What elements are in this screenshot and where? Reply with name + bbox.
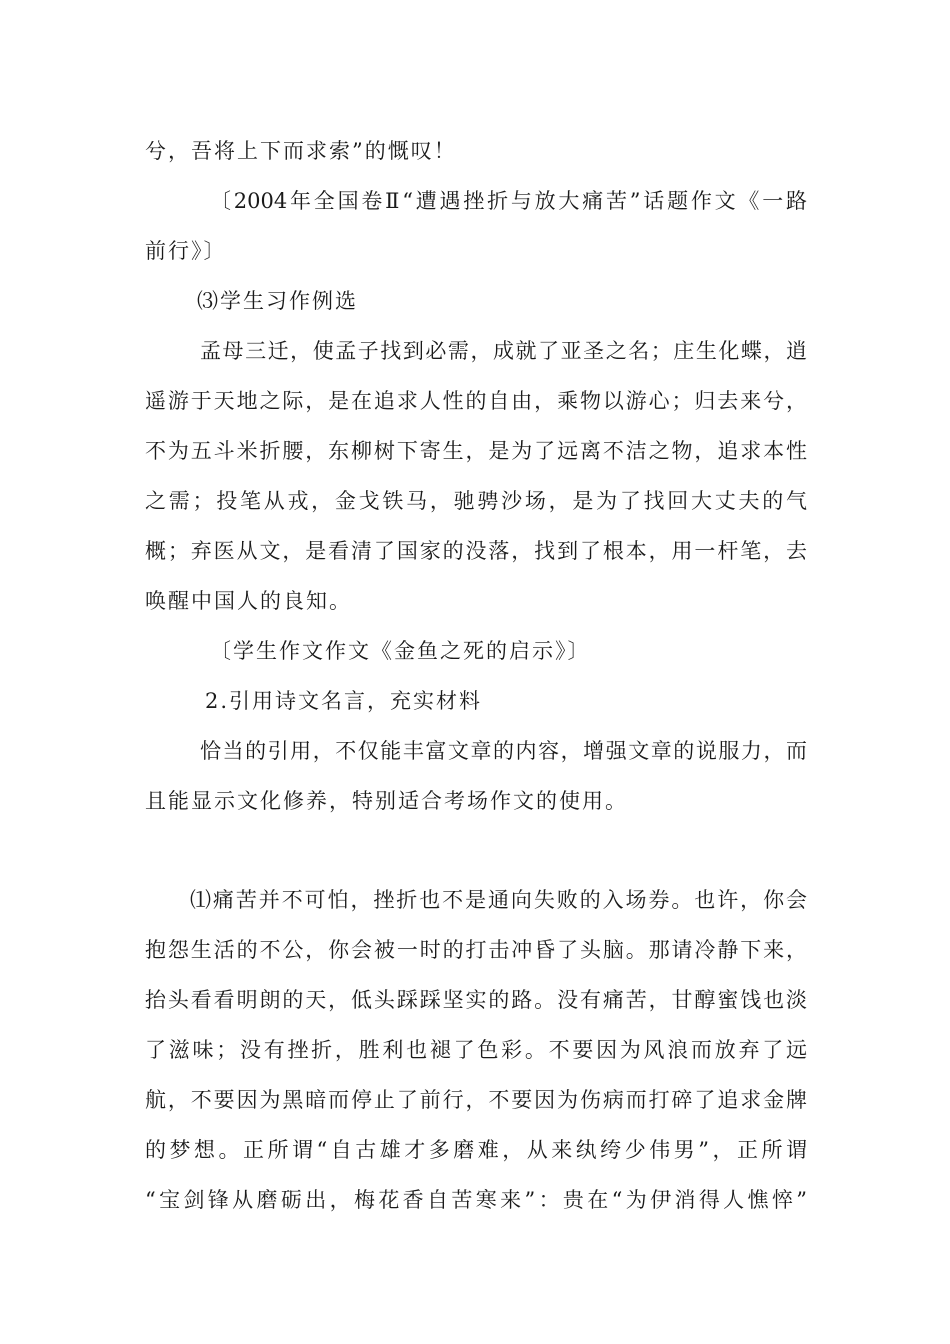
citation-line: 〔学生作文作文《金鱼之死的启示》〕 (210, 639, 591, 663)
text-line: 遥游于天地之际，是在追求人性的自由，乘物以游心；归去来兮， (145, 389, 807, 413)
text-line: 抬头看看明朗的天，低头踩踩坚实的路。没有痛苦，甘醇蜜饯也淡 (145, 988, 807, 1012)
text-line: 抱怨生活的不公，你会被一时的打击冲昏了头脑。那请冷静下来， (145, 938, 807, 962)
text-line: “宝剑锋从磨砺出，梅花香自苦寒来”：贵在“为伊消得人憔悴” (145, 1188, 807, 1212)
text-line: 不为五斗米折腰，东柳树下寄生，是为了远离不洁之物，追求本性 (145, 439, 807, 463)
text-line: 了滋味；没有挫折，胜利也褪了色彩。不要因为风浪而放弃了远 (145, 1038, 807, 1062)
text-line: 唤醒中国人的良知。 (145, 589, 352, 613)
text-line: 〔2004年全国卷Ⅱ“遭遇挫折与放大痛苦”话题作文《一路 (210, 189, 807, 213)
text-line: 孟母三迁，使孟子找到必需，成就了亚圣之名；庄生化蝶，逍 (200, 339, 807, 363)
text-line: 的梦想。正所谓“自古雄才多磨难，从来纨绔少伟男”，正所谓 (145, 1138, 807, 1162)
section-heading: 2.引用诗文名言，充实材料 (205, 689, 483, 713)
text-line: ⑴痛苦并不可怕，挫折也不是通向失败的入场券。也许，你会 (190, 888, 807, 912)
text-line: 前行》〕 (145, 239, 227, 263)
section-heading: ⑶学生习作例选 (197, 289, 358, 313)
text-line: 恰当的引用，不仅能丰富文章的内容，增强文章的说服力，而 (200, 739, 807, 763)
text-line: 之需；投笔从戎，金戈铁马，驰骋沙场，是为了找回大丈夫的气 (145, 489, 807, 513)
text-line: 兮，吾将上下而求索”的慨叹！ (145, 139, 457, 163)
text-line: 且能显示文化修养，特别适合考场作文的使用。 (145, 789, 628, 813)
text-line: 航，不要因为黑暗而停止了前行，不要因为伤病而打碎了追求金牌 (145, 1088, 807, 1112)
text-line: 概；弃医从文，是看清了国家的没落，找到了根本，用一杆笔，去 (145, 539, 807, 563)
